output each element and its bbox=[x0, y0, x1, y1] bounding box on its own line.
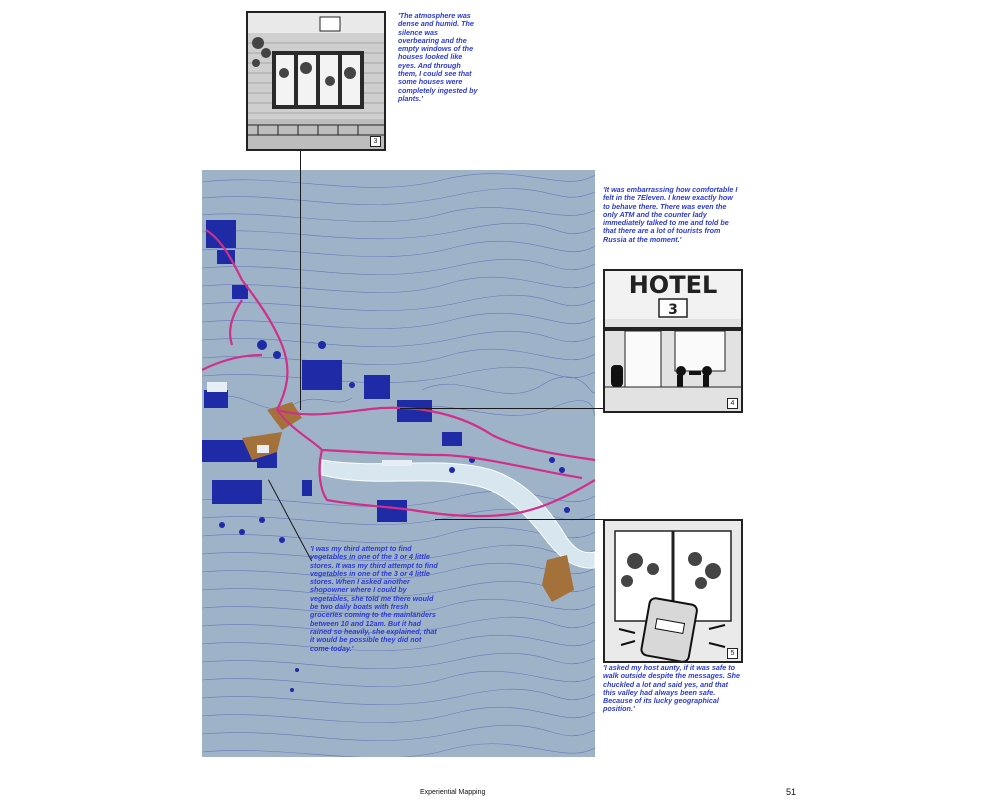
illustration-panel-3 bbox=[246, 11, 386, 151]
footer-title: Experiential Mapping bbox=[420, 789, 486, 796]
panel-number: 3 bbox=[370, 136, 381, 147]
quote-7eleven: 'It was embarrassing how comfortable I felt in the 7Eleven. I knew exactly how to behave there. There was even the only ATM and the counter lady immediately talked to me and told be that there are a lot of tourists from Russia at the moment.' bbox=[603, 185, 738, 244]
map-drawing bbox=[202, 170, 595, 757]
hotel-sign: HOTEL bbox=[628, 271, 718, 299]
leader-line-2 bbox=[400, 408, 604, 409]
leader-line-3 bbox=[435, 519, 603, 520]
phone-window-drawing bbox=[605, 521, 741, 661]
panel-number: 4 bbox=[727, 398, 738, 409]
leader-line-1-vertical bbox=[300, 148, 301, 410]
illustration-panel-4 bbox=[603, 269, 743, 413]
quote-atmosphere: 'The atmosphere was dense and humid. The silence was overbearing and the empty windows of the houses looked like eyes. And through them, I could see that some houses were completely ingested by plants.' bbox=[398, 11, 478, 103]
quote-vegetables: 'I was my third attempt to find vegetables in one of the 3 or 4 little stores. It was my third attempt to find vegetables in one of the 3 or 4 little stores. When I asked another shopowner where I could by vegetables, she told me there would be two daily boats with fresh groceries coming to the mainlanders between 10 and 12am. But it had rained so heavily, she explained, that it would be possible they did not come today.' bbox=[310, 544, 438, 653]
page-number: 51 bbox=[786, 787, 797, 797]
illustration-panel-5 bbox=[603, 519, 743, 663]
contour-map bbox=[202, 170, 595, 757]
svg-text:3: 3 bbox=[668, 302, 678, 318]
overgrown-house-drawing bbox=[248, 13, 384, 149]
panel-number: 5 bbox=[727, 648, 738, 659]
hotel-store-drawing bbox=[605, 271, 741, 411]
quote-host-aunty: 'I asked my host aunty, if it was safe to walk outside despite the messages. She chuckled a lot and said yes, and that this valley had always been safe. Because of its lucky geographical position.' bbox=[603, 663, 741, 714]
